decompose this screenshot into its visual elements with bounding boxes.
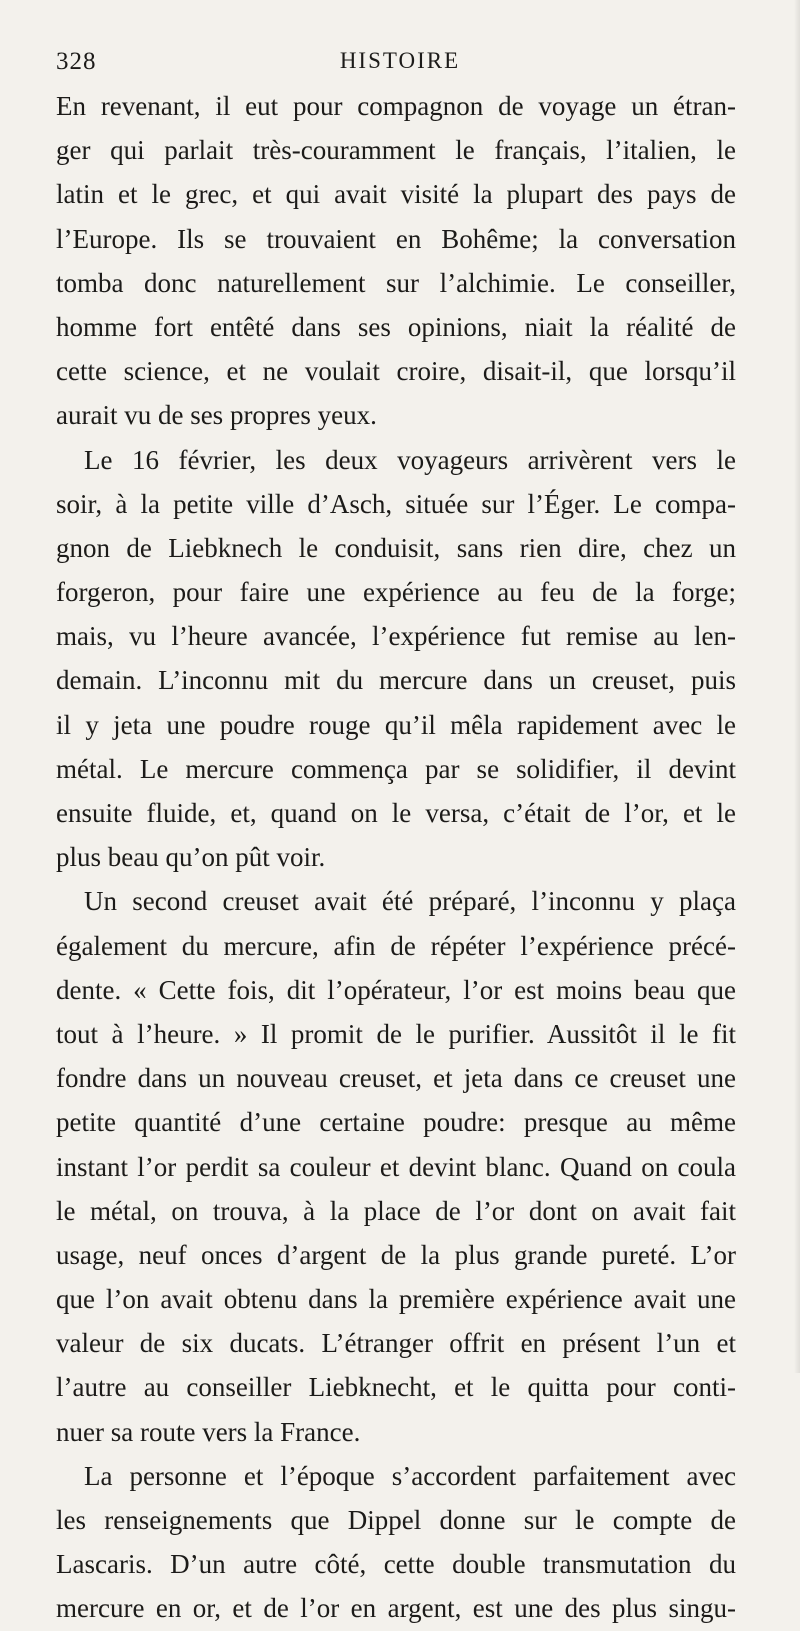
text-line: nuer sa route vers la France.: [56, 1416, 361, 1447]
page-header: [56, 48, 744, 84]
text-line: Un second creuset avait été préparé, l’inconnu y plaça: [84, 886, 736, 917]
page-number: 328: [56, 48, 97, 75]
text-line: Lascaris. D’un autre côté, cette double transmutation du: [56, 1549, 736, 1580]
text-line: petite quantité d’une certaine poudre: presque au même: [56, 1107, 736, 1138]
text-line: homme fort entêté dans ses opinions, niait la réalité de: [56, 311, 736, 342]
text-line: métal. Le mercure commença par se solidifier, il devint: [56, 753, 736, 784]
text-line: mais, vu l’heure avancée, l’expérience fut remise au len-: [56, 621, 736, 652]
text-line: l’autre au conseiller Liebknecht, et le quitta pour conti-: [56, 1372, 736, 1403]
text-line: Le 16 février, les deux voyageurs arrivèrent vers le: [84, 444, 736, 475]
text-line: La personne et l’époque s’accordent parfaitement avec: [84, 1460, 736, 1491]
running-head: HISTOIRE: [339, 48, 461, 73]
body-text: [56, 84, 736, 1631]
text-line: soir, à la petite ville d’Asch, située sur l’Éger. Le compa-: [56, 488, 736, 519]
text-line: valeur de six ducats. L’étranger offrit en présent l’un et: [56, 1328, 736, 1359]
text-line: dente. « Cette fois, dit l’opérateur, l’or est moins beau que: [56, 974, 736, 1005]
text-line: il y jeta une poudre rouge qu’il mêla rapidement avec le: [56, 709, 736, 740]
text-line: également du mercure, afin de répéter l’expérience précé-: [56, 930, 736, 961]
text-line: que l’on avait obtenu dans la première expérience avait une: [56, 1284, 736, 1315]
text-line: les renseignements que Dippel donne sur le compte de: [56, 1505, 736, 1535]
page-edge-shadow: [794, 0, 800, 1373]
text-line: En revenant, il eut pour compagnon de voyage un étran-: [56, 91, 736, 121]
text-line: aurait vu de ses propres yeux.: [56, 400, 377, 431]
text-line: cette science, et ne voulait croire, disait-il, que lorsqu’il: [56, 356, 736, 387]
text-line: demain. L’inconnu mit du mercure dans un creuset, puis: [56, 665, 736, 696]
text-line: mercure en or, et de l’or en argent, est une des plus singu-: [56, 1593, 736, 1624]
text-line: fondre dans un nouveau creuset, et jeta dans ce creuset une: [56, 1063, 736, 1094]
text-line: tomba donc naturellement sur l’alchimie. Le conseiller,: [56, 267, 736, 298]
text-line: forgeron, pour faire une expérience au feu de la forge;: [56, 577, 736, 608]
text-line: ger qui parlait très-couramment le français, l’italien, le: [56, 135, 736, 166]
text-line: latin et le grec, et qui avait visité la plupart des pays de: [56, 179, 736, 210]
text-line: ensuite fluide, et, quand on le versa, c’était de l’or, et le: [56, 798, 736, 828]
text-line: gnon de Liebknech le conduisit, sans rien dire, chez un: [56, 532, 736, 563]
text-line: plus beau qu’on pût voir.: [56, 842, 326, 873]
text-line: le métal, on trouva, à la place de l’or dont on avait fait: [56, 1195, 736, 1226]
text-line: tout à l’heure. » Il promit de le purifier. Aussitôt il le fit: [56, 1018, 736, 1049]
text-line: usage, neuf onces d’argent de la plus grande pureté. L’or: [56, 1239, 736, 1270]
text-line: instant l’or perdit sa couleur et devint blanc. Quand on coula: [56, 1151, 736, 1182]
text-line: l’Europe. Ils se trouvaient en Bohême; la conversation: [56, 223, 736, 254]
